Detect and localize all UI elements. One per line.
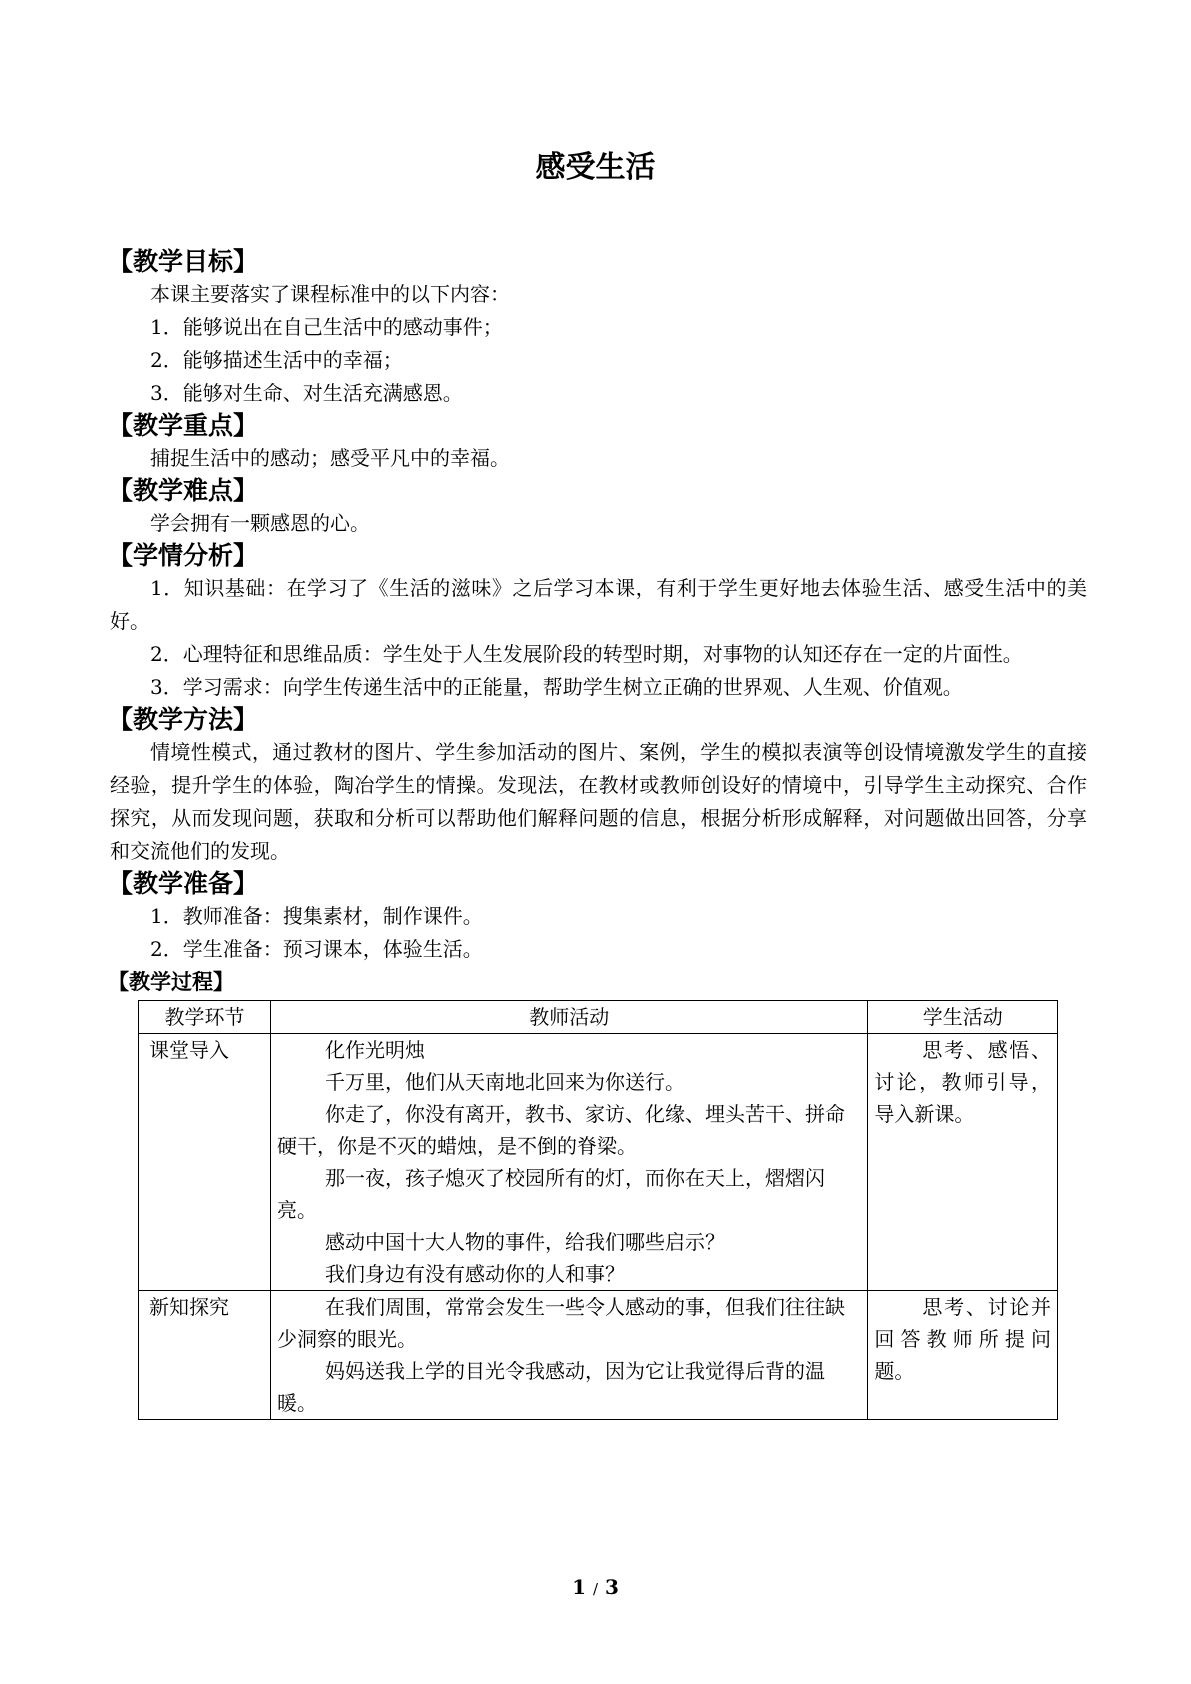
goals-heading: 【教学目标】: [108, 247, 259, 276]
student-paragraph: 思考、感悟、讨论，教师引导，导入新课。: [874, 1038, 1051, 1126]
process-heading: 【教学过程】: [108, 970, 234, 994]
table-row: [139, 1034, 1058, 1291]
header-teacher: 教师活动: [271, 1001, 868, 1034]
teacher-paragraph: 我们身边有没有感动你的人和事？: [325, 1262, 626, 1286]
document-body: [110, 246, 1087, 1420]
analysis-heading: 【学情分析】: [108, 541, 259, 570]
teacher-paragraph: 妈妈送我上学的目光令我感动，因为它让我觉得后背的温暖。: [277, 1359, 826, 1415]
teacher-paragraph: 那一夜，孩子熄灭了校园所有的灯，而你在天上，熠熠闪亮。: [277, 1166, 826, 1222]
difficulty-text: 学会拥有一颗感恩的心。: [150, 511, 370, 535]
teacher-paragraph: 化作光明烛: [325, 1038, 426, 1062]
current-page: 1: [572, 1575, 586, 1599]
table-row: [139, 1291, 1058, 1420]
process-table: [138, 1000, 1058, 1420]
teacher-paragraph: 千万里，他们从天南地北回来为你送行。: [325, 1070, 686, 1094]
total-pages: 3: [605, 1575, 619, 1599]
goal-item: 1．能够说出在自己生活中的感动事件；: [150, 315, 503, 339]
page-separator: /: [592, 1580, 599, 1598]
preparation-item: 2．学生准备：预习课本，体验生活。: [150, 937, 483, 961]
method-heading: 【教学方法】: [108, 705, 259, 734]
stage-cell: 课堂导入: [139, 1034, 271, 1291]
goal-item: 3．能够对生命、对生活充满感恩。: [150, 381, 463, 405]
student-paragraph: 思考、讨论并回答教师所提问题。: [874, 1295, 1051, 1383]
page-number: [0, 1575, 1191, 1599]
goal-item: 2．能够描述生活中的幸福；: [150, 348, 403, 372]
stage-cell: 新知探究: [139, 1291, 271, 1420]
header-student: 学生活动: [868, 1001, 1058, 1034]
analysis-item: 2．心理特征和思维品质：学生处于人生发展阶段的转型时期，对事物的认知还存在一定的片面性。: [150, 642, 1023, 666]
teacher-cell: [271, 1291, 868, 1420]
teacher-paragraph: 在我们周围，常常会发生一些令人感动的事，但我们往往缺少洞察的眼光。: [277, 1295, 846, 1351]
method-text: 情境性模式，通过教材的图片、学生参加活动的图片、案例，学生的模拟表演等创设情境激发学生的直接经验，提升学生的体验，陶冶学生的情操。发现法，在教材或教师创设好的情境中，引导学生主动探究、合作探究，从而发现问题，获取和分析可以帮助他们解释问题的信息，根据分析形成解释，对问题做出回答，分享和交流他们的发现。: [110, 740, 1087, 863]
key-points-heading: 【教学重点】: [108, 411, 259, 440]
header-stage: 教学环节: [139, 1001, 271, 1034]
preparation-heading: 【教学准备】: [108, 869, 259, 898]
preparation-item: 1．教师准备：搜集素材，制作课件。: [150, 904, 483, 928]
teacher-paragraph: 感动中国十大人物的事件，给我们哪些启示？: [325, 1230, 726, 1254]
student-cell: [868, 1291, 1058, 1420]
teacher-paragraph: 你走了，你没有离开，教书、家访、化缘、埋头苦干、拼命硬干，你是不灭的蜡烛，是不倒的脊梁。: [277, 1102, 846, 1158]
key-points-text: 捕捉生活中的感动；感受平凡中的幸福。: [150, 446, 510, 470]
table-header-row: [139, 1001, 1058, 1034]
difficulty-heading: 【教学难点】: [108, 476, 259, 505]
student-cell: [868, 1034, 1058, 1291]
page-title: 感受生活: [535, 150, 656, 185]
teacher-cell: [271, 1034, 868, 1291]
goals-intro: 本课主要落实了课程标准中的以下内容：: [150, 282, 510, 306]
analysis-item: 1．知识基础：在学习了《生活的滋味》之后学习本课，有利于学生更好地去体验生活、感受生活中的美好。: [110, 576, 1087, 633]
analysis-item: 3．学习需求：向学生传递生活中的正能量，帮助学生树立正确的世界观、人生观、价值观。: [150, 675, 963, 699]
